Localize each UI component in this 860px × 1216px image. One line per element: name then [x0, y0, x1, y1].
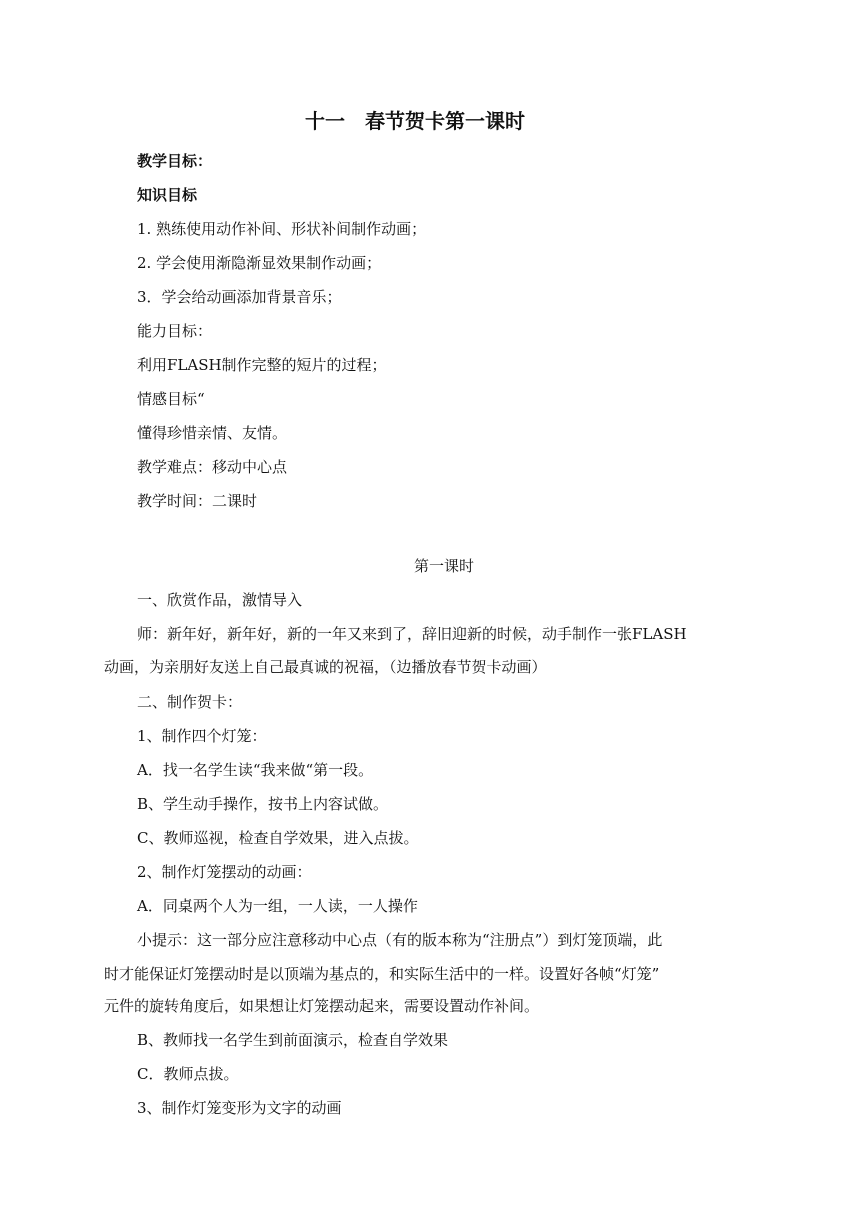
body-line: 1、制作四个灯笼：	[137, 727, 267, 745]
body-line: 二、制作贺卡：	[137, 693, 243, 711]
body-line: 动画，为亲朋好友送上自己最真诚的祝福，（边播放春节贺卡动画）	[104, 658, 547, 676]
ability-text: 利用FLASH制作完整的短片的过程；	[137, 356, 387, 374]
knowledge-item: 1. 熟练使用动作补间、形状补间制作动画；	[137, 220, 427, 238]
lesson-heading: 第一课时	[414, 557, 475, 575]
body-line: 一、欣赏作品，激情导入	[137, 591, 303, 609]
body-line: C．教师点拔。	[137, 1065, 239, 1083]
emotion-text: 懂得珍惜亲情、友情。	[137, 424, 288, 442]
body-line: C、教师巡视，检查自学效果，进入点拔。	[137, 829, 419, 847]
emotion-heading: 情感目标“	[137, 390, 205, 408]
body-line: 2、制作灯笼摆动的动画：	[137, 863, 312, 881]
knowledge-heading: 知识目标	[137, 186, 198, 204]
body-line: 小提示：这一部分应注意移动中心点（有的版本称为“注册点”）到灯笼顶端，此	[137, 931, 663, 949]
knowledge-item: 2. 学会使用渐隐渐显效果制作动画；	[137, 254, 382, 272]
body-line: 3、制作灯笼变形为文字的动画	[137, 1099, 342, 1117]
knowledge-item: 3．学会给动画添加背景音乐；	[137, 288, 342, 306]
body-line: A．找一名学生读“我来做“第一段。	[137, 761, 374, 779]
ability-heading: 能力目标：	[137, 322, 213, 340]
duration-line: 教学时间：二课时	[137, 492, 258, 510]
body-line: 师：新年好，新年好，新的一年又来到了，辞旧迎新的时候，动手制作一张FLASH	[137, 625, 687, 643]
body-line: B、学生动手操作，按书上内容试做。	[137, 795, 389, 813]
body-line: A．同桌两个人为一组，一人读，一人操作	[137, 897, 418, 915]
objectives-heading: 教学目标：	[137, 152, 213, 170]
body-line: 元件的旋转角度后，如果想让灯笼摆动起来，需要设置动作补间。	[104, 997, 540, 1015]
difficulty-line: 教学难点：移动中心点	[137, 458, 288, 476]
body-line: B、教师找一名学生到前面演示，检查自学效果	[137, 1031, 449, 1049]
document-title: 十一 春节贺卡第一课时	[305, 109, 525, 133]
body-line: 时才能保证灯笼摆动时是以顶端为基点的，和实际生活中的一样。设置好各帧“灯笼”	[104, 965, 660, 983]
